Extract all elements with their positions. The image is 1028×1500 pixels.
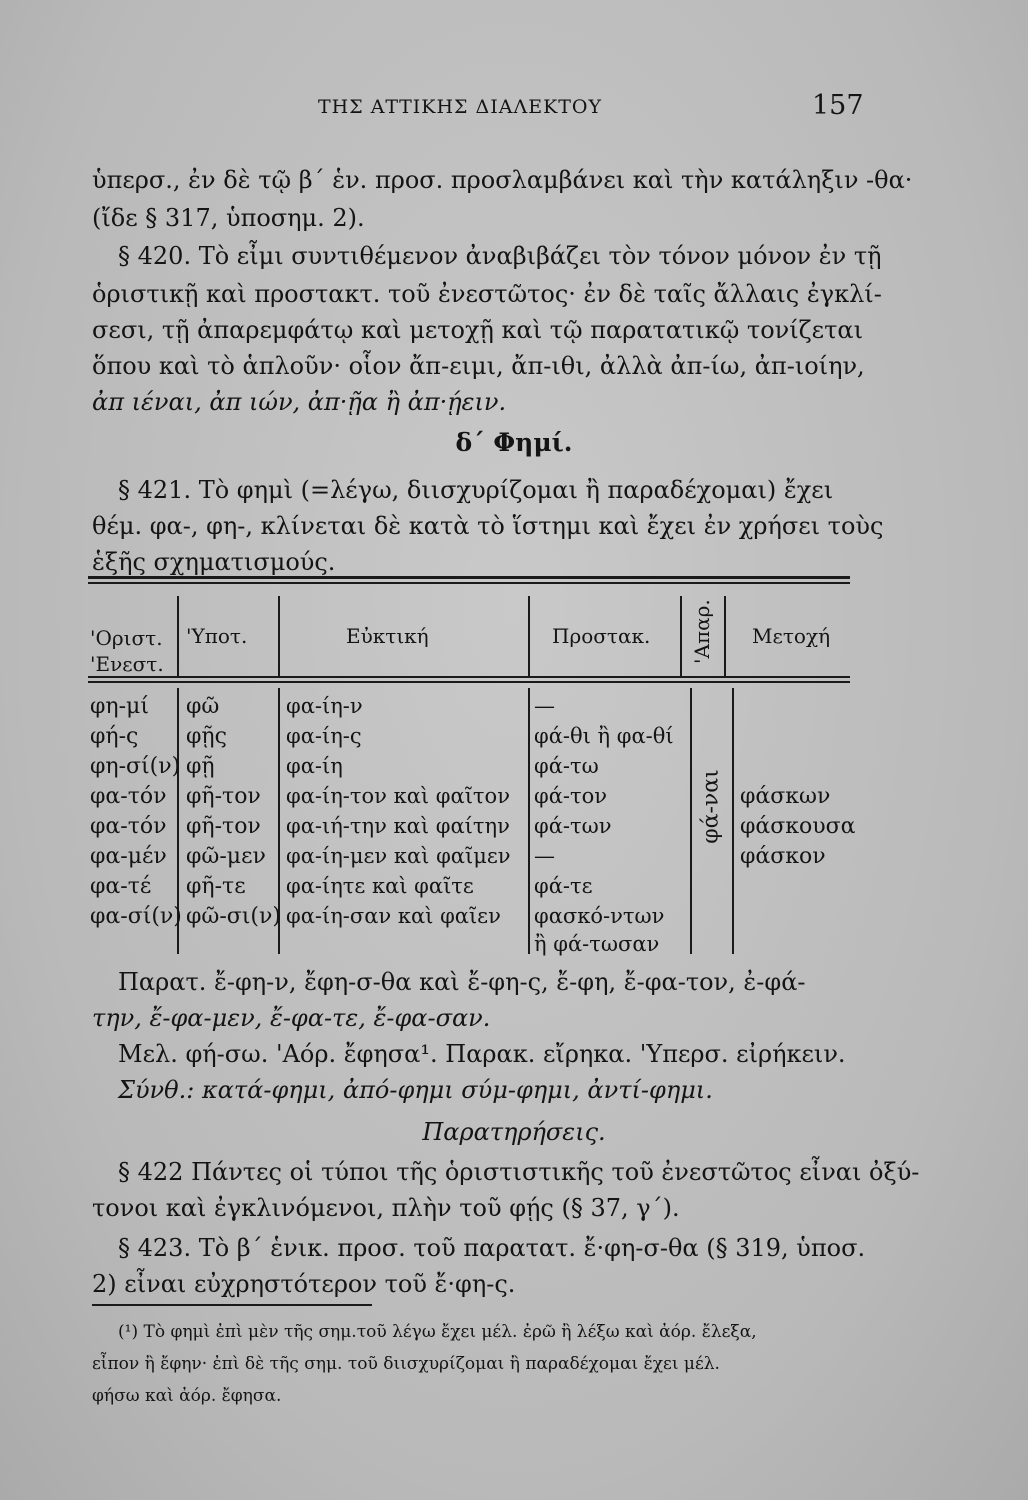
paragraph-423-line: 2) εἶναι εὐχρηστότερον τοῦ ἔ·φη-ς. — [92, 1270, 516, 1298]
cell-prostaktiki: φά-τω — [534, 754, 599, 778]
column-divider — [278, 596, 280, 676]
cell-ypotaktiki: φῆ-τον — [186, 814, 261, 839]
cell-prostaktiki: — — [534, 694, 555, 718]
cell-euktiki: φα-ίητε καὶ φαῖτε — [286, 874, 474, 898]
paragraph-421-line: ἑξῆς σχηματισμούς. — [92, 548, 336, 576]
cell-ypotaktiki: φῇς — [186, 724, 227, 749]
paragraph-423-line: § 423. Τὸ β΄ ἑνικ. προσ. τοῦ παρατατ. ἔ·φη-σ-θα (§ 319, ὑποσ. — [118, 1234, 866, 1262]
cell-prostaktiki: φά-τε — [534, 874, 593, 898]
cell-oristiki: φα-σί(ν) — [90, 904, 182, 929]
paratatikos-line: την, ἔ-φα-μεν, ἔ-φα-τε, ἔ-φα-σαν. — [92, 1004, 491, 1032]
footnote-line: εἶπον ἢ ἔφην· ἐπὶ δὲ τῆς σημ. τοῦ διισχυρίζομαι ἢ παραδέχομαι ἔχει μέλ. — [92, 1354, 720, 1374]
running-head: ΤΗΣ ΑΤΤΙΚΗΣ ΔΙΑΛΕΚΤΟΥ — [318, 96, 603, 118]
cell-euktiki: φα-ιή-την καὶ φαίτην — [286, 814, 510, 838]
cell-metochi: φάσκον — [740, 844, 826, 869]
cell-oristiki: φη-μί — [90, 694, 149, 719]
cell-ypotaktiki: φῇ — [186, 754, 215, 779]
column-divider — [690, 688, 692, 954]
cell-prostaktiki: — — [534, 844, 555, 868]
cell-metochi: φάσκων — [740, 784, 831, 809]
footnote-line: (¹) Τὸ φημὶ ἐπὶ μὲν τῆς σημ.τοῦ λέγω ἔχει μέλ. ἐρῶ ἢ λέξω καὶ ἀόρ. ἔλεξα, — [118, 1322, 757, 1342]
cell-oristiki: φη-σί(ν) — [90, 754, 181, 779]
section-title: δ΄ Φημί. — [455, 428, 573, 457]
cell-euktiki: φα-ίη-σαν καὶ φαῖεν — [286, 904, 501, 928]
cell-euktiki: φα-ίη-ν — [286, 694, 363, 718]
paragraph-420-line: ὁριστικῇ καὶ προστακτ. τοῦ ἐνεστῶτος· ἐν δὲ ταῖς ἄλλαις ἐγκλί- — [92, 280, 882, 308]
header-prostaktiki: Προστακ. — [552, 624, 651, 648]
column-divider — [528, 688, 530, 954]
page-number: 157 — [812, 90, 864, 121]
cell-aparemfato: φά-ναι — [698, 769, 724, 844]
table-rule — [88, 576, 850, 579]
cell-prostaktiki: φά-θι ἢ φα-θί — [534, 724, 674, 748]
header-metochi: Μετοχή — [752, 624, 831, 648]
paragraph-422-line: § 422 Πάντες οἱ τύποι τῆς ὁριστιστικῆς τοῦ ἐνεστῶτος εἶναι ὀξύ- — [118, 1158, 920, 1186]
header-aparemfato: 'Απαρ. — [690, 599, 714, 664]
cell-prostaktiki: ἢ φά-τωσαν — [534, 932, 660, 956]
text-line: ὑπερσ., ἐν δὲ τῷ β΄ ἑν. προσ. προσλαμβάνει καὶ τὴν κατάληξιν -θα· — [92, 166, 913, 194]
footnote-rule — [92, 1304, 372, 1306]
cell-euktiki: φα-ίη-μεν καὶ φαῖμεν — [286, 844, 511, 868]
paragraph-420-line: ὅπου καὶ τὸ ἁπλοῦν· οἷον ἄπ-ειμι, ἄπ-ιθι, ἀλλὰ ἀπ-ίω, ἀπ-ιοίην, — [92, 352, 865, 380]
header-enestos: 'Ενεστ. — [90, 652, 164, 676]
cell-metochi: φάσκουσα — [740, 814, 856, 839]
table-rule — [88, 676, 850, 678]
text-line: (ἴδε § 317, ὑποσημ. 2). — [92, 204, 365, 232]
cell-oristiki: φα-τόν — [90, 784, 167, 809]
header-ypotaktiki: 'Υποτ. — [186, 624, 248, 648]
column-divider — [724, 596, 726, 676]
synthetic-line: Σύνθ.: κατά-φημι, ἀπό-φημι σύμ-φημι, ἀντί-φημι. — [118, 1076, 713, 1104]
observations-title: Παρατηρήσεις. — [422, 1118, 606, 1146]
mellon-line: Μελ. φή-σω. 'Αόρ. ἔφησα¹. Παρακ. εἴρηκα. 'Υπερσ. εἰρήκειν. — [118, 1040, 846, 1068]
cell-euktiki: φα-ίη — [286, 754, 343, 778]
cell-euktiki: φα-ίη-ς — [286, 724, 362, 748]
column-divider — [680, 596, 682, 676]
table-rule — [88, 681, 850, 683]
cell-oristiki: φα-μέν — [90, 844, 167, 869]
paragraph-420-line: σεσι, τῇ ἀπαρεμφάτῳ καὶ μετοχῇ καὶ τῷ παρατατικῷ τονίζεται — [92, 316, 863, 344]
cell-ypotaktiki: φῶ-σι(ν) — [186, 904, 281, 929]
header-oristiki: 'Οριστ. — [90, 626, 163, 650]
paragraph-420-line: § 420. Τὸ εἶμι συντιθέμενον ἀναβιβάζει τὸν τόνον μόνον ἐν τῇ — [118, 242, 882, 270]
cell-ypotaktiki: φῆ-τον — [186, 784, 261, 809]
paragraph-422-line: τονοι καὶ ἐγκλινόμενοι, πλὴν τοῦ φῄς (§ 37, γ΄). — [92, 1194, 680, 1222]
paragraph-421-line: § 421. Τὸ φημὶ (=λέγω, διισχυρίζομαι ἢ παραδέχομαι) ἔχει — [118, 476, 834, 504]
cell-ypotaktiki: φῶ-μεν — [186, 844, 266, 869]
cell-euktiki: φα-ίη-τον καὶ φαῖτον — [286, 784, 510, 808]
column-divider — [732, 688, 734, 954]
paragraph-421-line: θέμ. φα-, φη-, κλίνεται δὲ κατὰ τὸ ἵστημι καὶ ἔχει ἐν χρήσει τοὺς — [92, 512, 884, 540]
paratatikos-line: Παρατ. ἔ-φη-ν, ἔφη-σ-θα καὶ ἔ-φη-ς, ἔ-φη, ἔ-φα-τον, ἐ-φά- — [118, 968, 806, 996]
column-divider — [528, 596, 530, 676]
column-divider — [177, 596, 179, 676]
cell-prostaktiki: φά-των — [534, 814, 612, 838]
cell-ypotaktiki: φῆ-τε — [186, 874, 246, 899]
cell-oristiki: φα-τέ — [90, 874, 152, 899]
footnote-line: φήσω καὶ ἀόρ. ἔφησα. — [92, 1386, 282, 1406]
paragraph-420-line: ἀπ ιέναι, ἀπ ιών, ἀπ·ῇα ἢ ἀπ·ῄειν. — [92, 388, 507, 416]
cell-prostaktiki: φά-τον — [534, 784, 608, 808]
cell-oristiki: φή-ς — [90, 724, 139, 749]
table-rule — [88, 582, 850, 584]
cell-oristiki: φα-τόν — [90, 814, 167, 839]
header-euktiki: Εὐκτική — [346, 624, 429, 648]
cell-ypotaktiki: φῶ — [186, 694, 220, 719]
cell-prostaktiki: φασκό-ντων — [534, 904, 665, 928]
